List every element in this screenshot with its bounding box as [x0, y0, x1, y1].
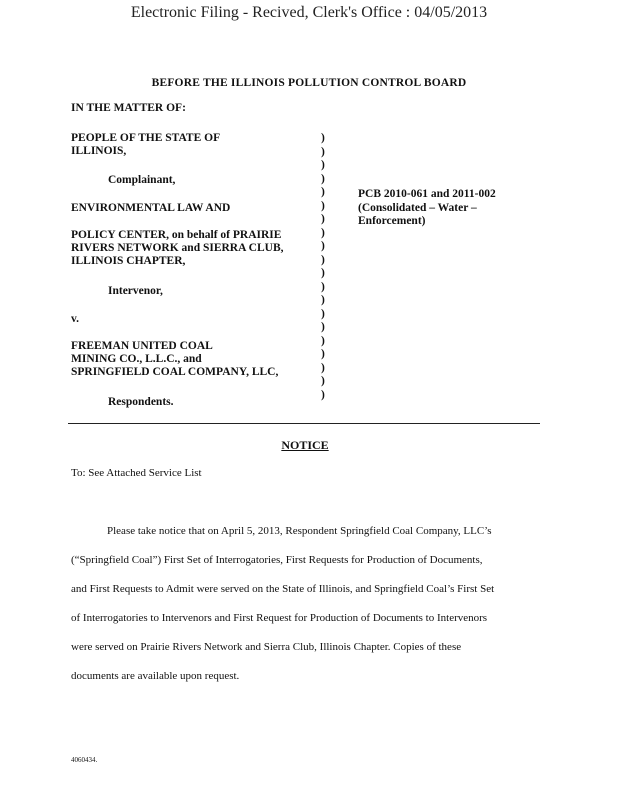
paren: ) [321, 294, 325, 306]
party-people [71, 132, 220, 158]
case-number: PCB 2010-061 and 2011-002 [358, 188, 496, 200]
caption-parentheses [321, 132, 325, 402]
party-line: SPRINGFIELD COAL COMPANY, LLC, [71, 366, 279, 378]
versus: v. [71, 313, 79, 325]
paren: ) [321, 199, 325, 212]
party-elpc: ENVIRONMENTAL LAW AND [71, 202, 231, 214]
party-line: POLICY CENTER, on behalf of PRAIRIE [71, 229, 282, 241]
filing-stamp-header: Electronic Filing - Recived, Clerk's Office : 04/05/2013 [130, 4, 488, 21]
party-line: FREEMAN UNITED COAL [71, 340, 213, 352]
paren: ) [321, 334, 325, 347]
body-line: documents are available upon request. [71, 670, 240, 682]
party-line: MINING CO., L.L.C., and [71, 353, 202, 365]
matter-heading: IN THE MATTER OF: [71, 102, 186, 114]
to-line: To: See Attached Service List [71, 467, 202, 479]
party-elpc-cont [71, 229, 284, 268]
paren: ) [321, 375, 325, 387]
paren: ) [321, 280, 325, 293]
paren: ) [321, 186, 325, 198]
paren: ) [321, 132, 325, 144]
document-id-footer: 4060434. [71, 756, 98, 764]
party-respondents [71, 340, 278, 379]
case-consolidated: (Consolidated – Water – [358, 201, 477, 214]
case-enforcement: Enforcement) [358, 215, 426, 227]
body-line: Please take notice that on April 5, 2013, Respondent Springfield Coal Company, LLC’s [107, 525, 492, 537]
caption-divider [68, 423, 540, 424]
party-line: ILLINOIS, [71, 145, 127, 157]
paren: ) [321, 361, 325, 374]
case-number-block [358, 188, 496, 229]
body-line: of Interrogatories to Intervenors and First Request for Production of Documents to Intervenors [71, 612, 488, 624]
party-line: PEOPLE OF THE STATE OF [71, 132, 221, 144]
paren: ) [321, 240, 325, 252]
notice-body [71, 517, 551, 691]
paren: ) [321, 159, 325, 171]
paren: ) [321, 253, 325, 266]
body-line: (“Springfield Coal”) First Set of Interrogatories, First Requests for Production of Documents, [71, 554, 483, 566]
paren: ) [321, 321, 325, 333]
party-role-intervenor: Intervenor, [108, 285, 163, 297]
party-role-respondents: Respondents. [108, 396, 174, 408]
paren: ) [321, 213, 325, 225]
board-title: BEFORE THE ILLINOIS POLLUTION CONTROL BOARD [151, 77, 467, 89]
paren: ) [321, 226, 325, 239]
paren: ) [321, 145, 325, 158]
party-role-complainant: Complainant, [108, 174, 176, 186]
paren: ) [321, 348, 325, 360]
notice-title: NOTICE [281, 438, 329, 452]
paren: ) [321, 388, 325, 401]
party-line: RIVERS NETWORK and SIERRA CLUB, [71, 242, 284, 254]
body-line: were served on Prairie Rivers Network and Sierra Club, Illinois Chapter. Copies of these [71, 641, 462, 653]
paren: ) [321, 267, 325, 279]
paren: ) [321, 172, 325, 185]
party-line: ILLINOIS CHAPTER, [71, 255, 186, 267]
body-line: and First Requests to Admit were served on the State of Illinois, and Springfield Coal’s First Set [71, 583, 495, 595]
paren: ) [321, 307, 325, 320]
